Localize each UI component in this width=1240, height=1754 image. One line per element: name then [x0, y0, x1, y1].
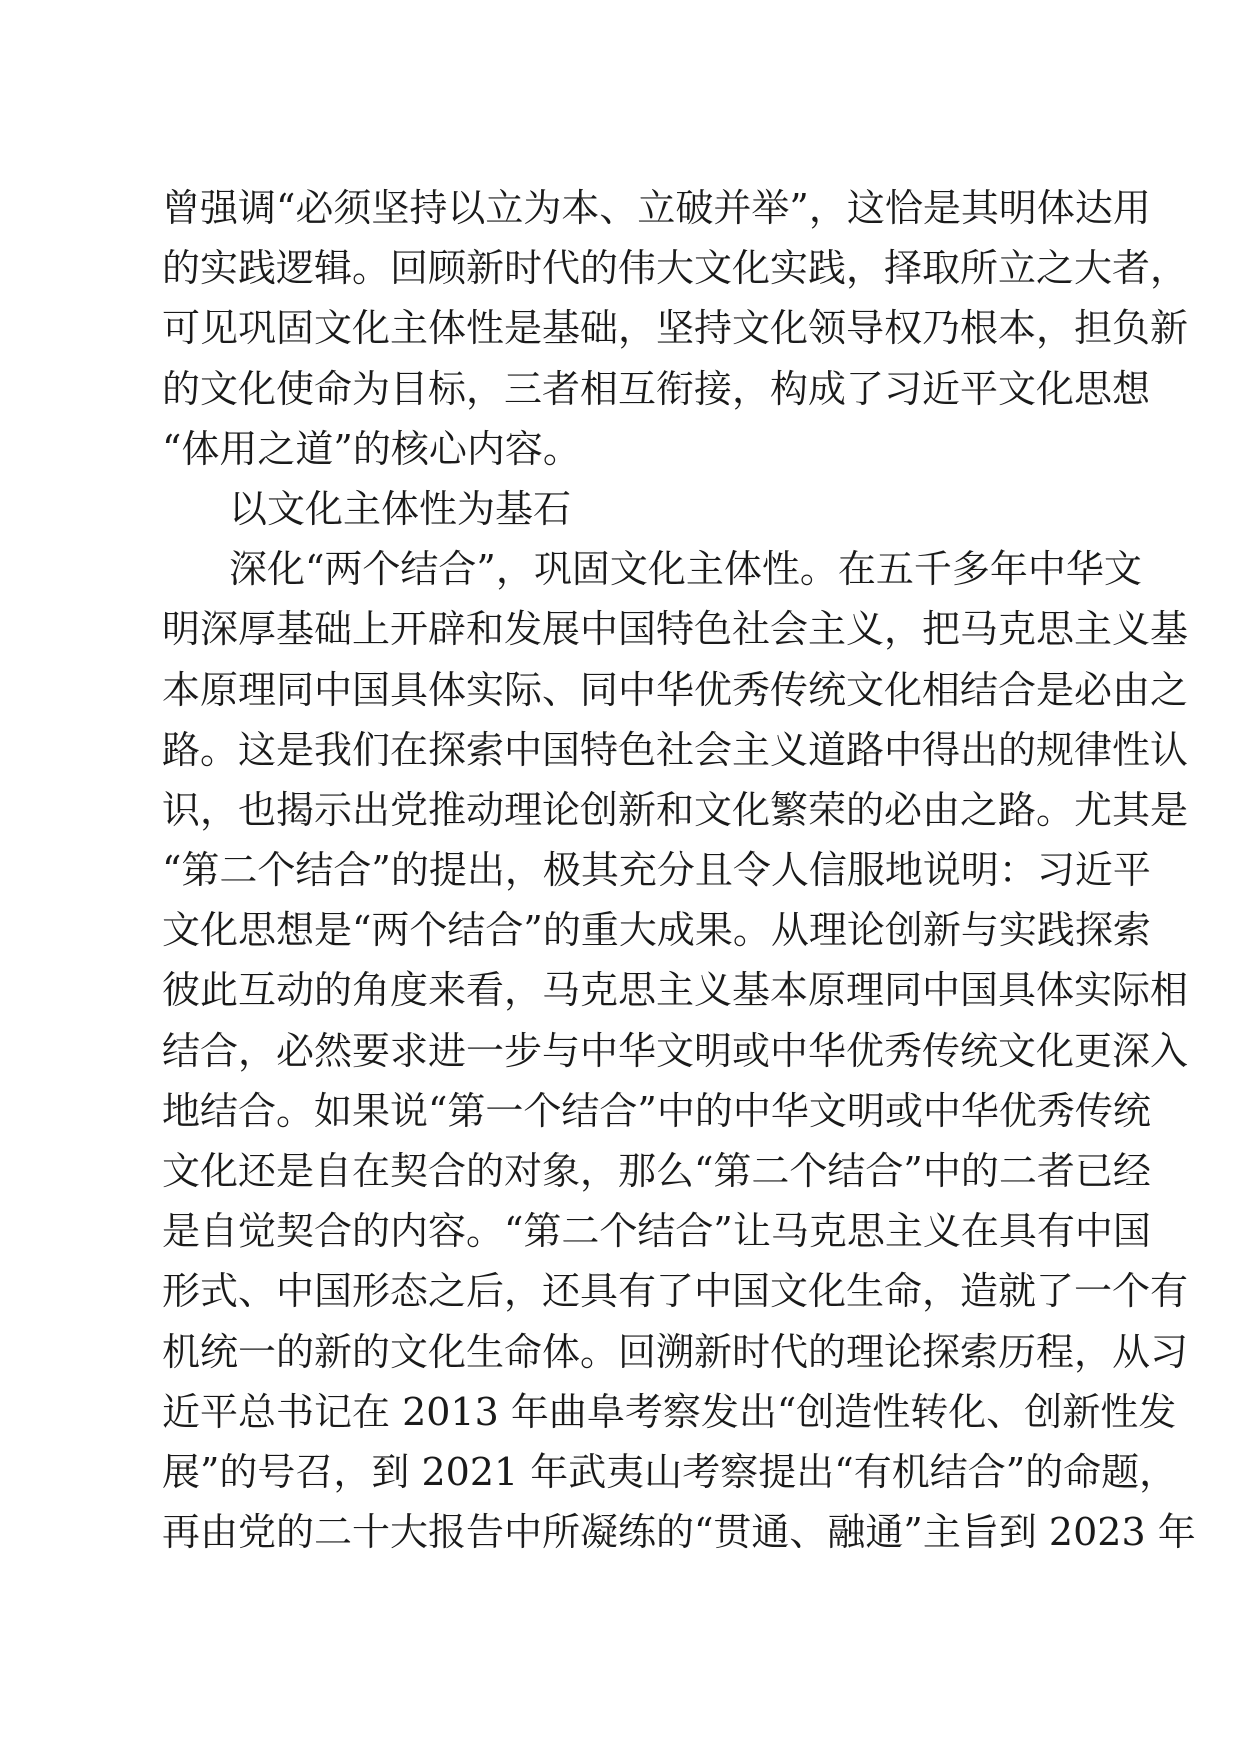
text-line: 机统一的新的文化生命体。回溯新时代的理论探索历程，从习 [162, 1329, 1189, 1374]
text-line: 彼此互动的角度来看，马克思主义基本原理同中国具体实际相 [162, 968, 1189, 1013]
text-line: 是自觉契合的内容。“第二个结合”让马克思主义在具有中国 [162, 1209, 1151, 1254]
text-line: 的文化使命为目标，三者相互衔接，构成了习近平文化思想 [162, 366, 1151, 411]
text-line: 深化“两个结合”，巩固文化主体性。在五千多年中华文 [229, 547, 1142, 592]
text-line: 地结合。如果说“第一个结合”中的中华文明或中华优秀传统 [162, 1088, 1151, 1133]
text-line: “第二个结合”的提出，极其充分且令人信服地说明：习近平 [162, 848, 1151, 893]
text-line: 文化思想是“两个结合”的重大成果。从理论创新与实践探索 [162, 908, 1151, 953]
text-line: 再由党的二十大报告中所凝练的“贯通、融通”主旨到 2023 年 [162, 1510, 1196, 1555]
text-line: 结合，必然要求进一步与中华文明或中华优秀传统文化更深入 [162, 1028, 1189, 1073]
section-heading: 以文化主体性为基石 [229, 486, 572, 531]
text-line: 曾强调“必须坚持以立为本、立破并举”，这恰是其明体达用 [162, 186, 1151, 230]
text-line: 明深厚基础上开辟和发展中国特色社会主义，把马克思主义基 [162, 607, 1189, 652]
text-line: 路。这是我们在探索中国特色社会主义道路中得出的规律性认 [162, 727, 1189, 772]
text-line: 本原理同中国具体实际、同中华优秀传统文化相结合是必由之 [162, 667, 1189, 712]
text-line: 展”的号召，到 2021 年武夷山考察提出“有机结合”的命题， [162, 1449, 1178, 1494]
text-line: 可见巩固文化主体性是基础，坚持文化领导权乃根本，担负新 [162, 306, 1189, 351]
body-text [162, 178, 1196, 1562]
text-line: 近平总书记在 2013 年曲阜考察发出“创造性转化、创新性发 [162, 1389, 1177, 1434]
text-line: 识，也揭示出党推动理论创新和文化繁荣的必由之路。尤其是 [162, 787, 1189, 832]
text-line: 形式、中国形态之后，还具有了中国文化生命，造就了一个有 [162, 1269, 1189, 1314]
text-line: 的实践逻辑。回顾新时代的伟大文化实践，择取所立之大者， [162, 246, 1189, 291]
text-line: “体用之道”的核心内容。 [162, 426, 581, 471]
text-line: 文化还是自在契合的对象，那么“第二个结合”中的二者已经 [162, 1149, 1151, 1193]
